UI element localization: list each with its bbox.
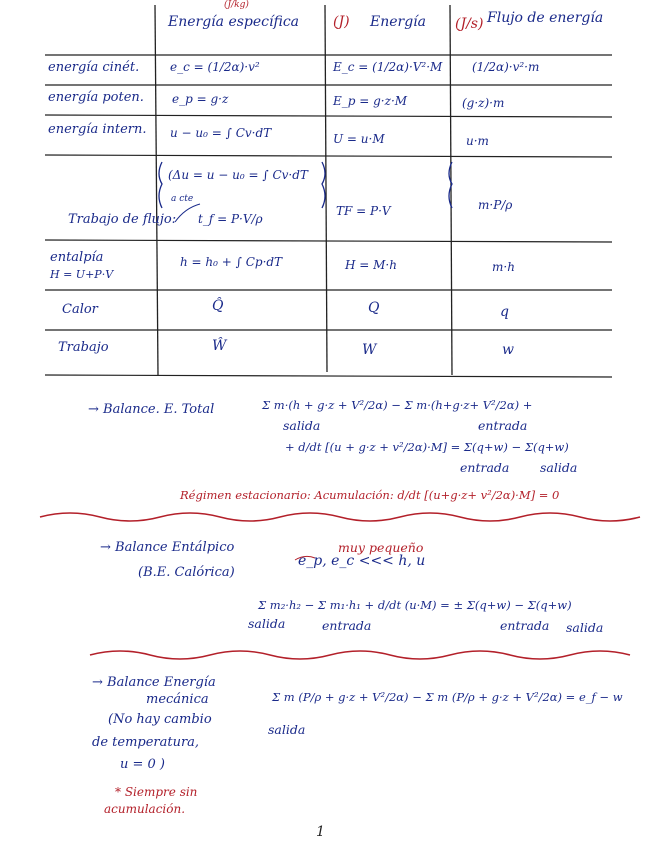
balance-enthalpic-sub-salida: salida	[248, 616, 286, 631]
balance-enthalpic-title: → Balance Entálpico	[100, 540, 235, 555]
balance-total-regimen: Régimen estacionario: Acumulación: d/dt [(u+g·z+ v²/2α)·M] = 0	[180, 488, 560, 502]
cell-flow-work-flow: m·P/ρ	[478, 198, 513, 212]
balance-total-sub-entrada2: entrada	[460, 460, 510, 475]
header-units-flow: (J/s)	[455, 16, 484, 32]
balance-total-sub-entrada: entrada	[478, 418, 528, 433]
cell-potential-specific: e_p = g·z	[172, 92, 229, 106]
cell-potential-energy: E_p = g·z·M	[333, 94, 408, 108]
annotation-a: a cte	[171, 194, 194, 204]
cell-work-energy: W	[362, 342, 377, 358]
cell-enthalpy-energy: H = M·h	[345, 258, 397, 272]
header-units-specific: (J/kg)	[224, 0, 249, 10]
cell-work-flow: w	[502, 342, 514, 358]
balance-total-line1: Σ m·(h + g·z + V²/2α) − Σ m·(h+g·z+ V²/2α) +	[262, 398, 533, 412]
cell-flow-work-energy: TF = P·V	[336, 204, 391, 218]
balance-enthalpic-sub-entrada2: entrada	[500, 618, 550, 633]
balance-mechanical-cond2: de temperatura,	[92, 735, 200, 750]
cell-heat-specific: Q̂	[212, 298, 224, 314]
cell-internal-flow: u·m	[466, 134, 489, 148]
balance-total-title: → Balance. E. Total	[88, 402, 215, 417]
balance-mechanical-cond1: (No hay cambio	[108, 712, 212, 727]
row-label-work: Trabajo	[58, 340, 109, 355]
row-label-enthalpy: entalpía	[50, 250, 104, 265]
page-number: 1	[316, 824, 325, 840]
balance-mechanical-equation: Σ m (P/ρ + g·z + V²/2α) − Σ m (P/ρ + g·z + V²/2α) = e_f − w	[272, 690, 623, 704]
cell-flow-work-specific: t_f = P·V/ρ	[198, 212, 263, 226]
row-label-potential: energía poten.	[48, 90, 144, 105]
cell-work-specific: Ŵ	[212, 338, 227, 354]
cell-internal-specific: u − u₀ = ∫ Cv·dT	[170, 126, 272, 140]
balance-total-sub-salida2: salida	[540, 460, 578, 475]
balance-enthalpic-equation: Σ m₂·h₂ − Σ m₁·h₁ + d/dt (u·M) = ± Σ(q+w) − Σ(q+w)	[258, 598, 572, 612]
balance-mechanical-cond3: u = 0 )	[120, 757, 166, 772]
header-col-energy: Energía	[370, 14, 426, 30]
balance-enthalpic-sub-salida2: salida	[566, 620, 604, 635]
balance-mechanical-sub-salida: salida	[268, 722, 306, 737]
cell-potential-flow: (g·z)·m	[462, 96, 505, 110]
cell-kinetic-energy: E_c = (1/2α)·V²·M	[333, 60, 443, 74]
cell-enthalpy-specific: h = h₀ + ∫ Cp·dT	[180, 255, 283, 269]
row-label-kinetic: energía cinét.	[48, 60, 140, 75]
balance-enthalpic-subtitle: (B.E. Calórica)	[138, 565, 235, 580]
balance-mechanical-title2: mecánica	[146, 692, 209, 707]
cell-heat-energy: Q	[368, 300, 380, 316]
balance-total-sub-salida: salida	[283, 418, 321, 433]
balance-total-line2: + d/dt [(u + g·z + v²/2α)·M] = Σ(q+w) − Σ(q+w)	[285, 440, 569, 454]
row-label-heat: Calor	[62, 302, 98, 317]
balance-enthalpic-sub-entrada: entrada	[322, 618, 372, 633]
header-units-energy: (J)	[333, 14, 350, 30]
header-col-specific-energy: Energía específica	[168, 14, 300, 30]
balance-enthalpic-relation: e_p, e_c <<< h, u	[298, 553, 426, 569]
balance-enthalpic-note: muy pequeño	[338, 540, 424, 555]
row-label-internal: energía intern.	[48, 122, 147, 137]
row-label-enthalpy-formula: H = U+P·V	[50, 268, 114, 281]
cell-internal-energy: U = u·M	[333, 132, 385, 146]
row-label-flow-work: Trabajo de flujo:	[68, 212, 177, 227]
balance-mechanical-title: → Balance Energía	[92, 675, 216, 690]
cell-heat-flow: q	[500, 304, 509, 320]
header-col-energy-flow: Flujo de energía	[487, 10, 604, 26]
balance-mechanical-note2: acumulación.	[104, 802, 186, 816]
balance-mechanical-note1: * Siempre sin	[115, 785, 198, 799]
cell-enthalpy-flow: m·h	[492, 260, 515, 274]
cell-kinetic-specific: e_c = (1/2α)·v²	[170, 60, 260, 74]
cell-delta-u-specific: (Δu = u − u₀ = ∫ Cv·dT	[168, 168, 308, 182]
cell-kinetic-flow: (1/2α)·v²·m	[472, 60, 540, 74]
